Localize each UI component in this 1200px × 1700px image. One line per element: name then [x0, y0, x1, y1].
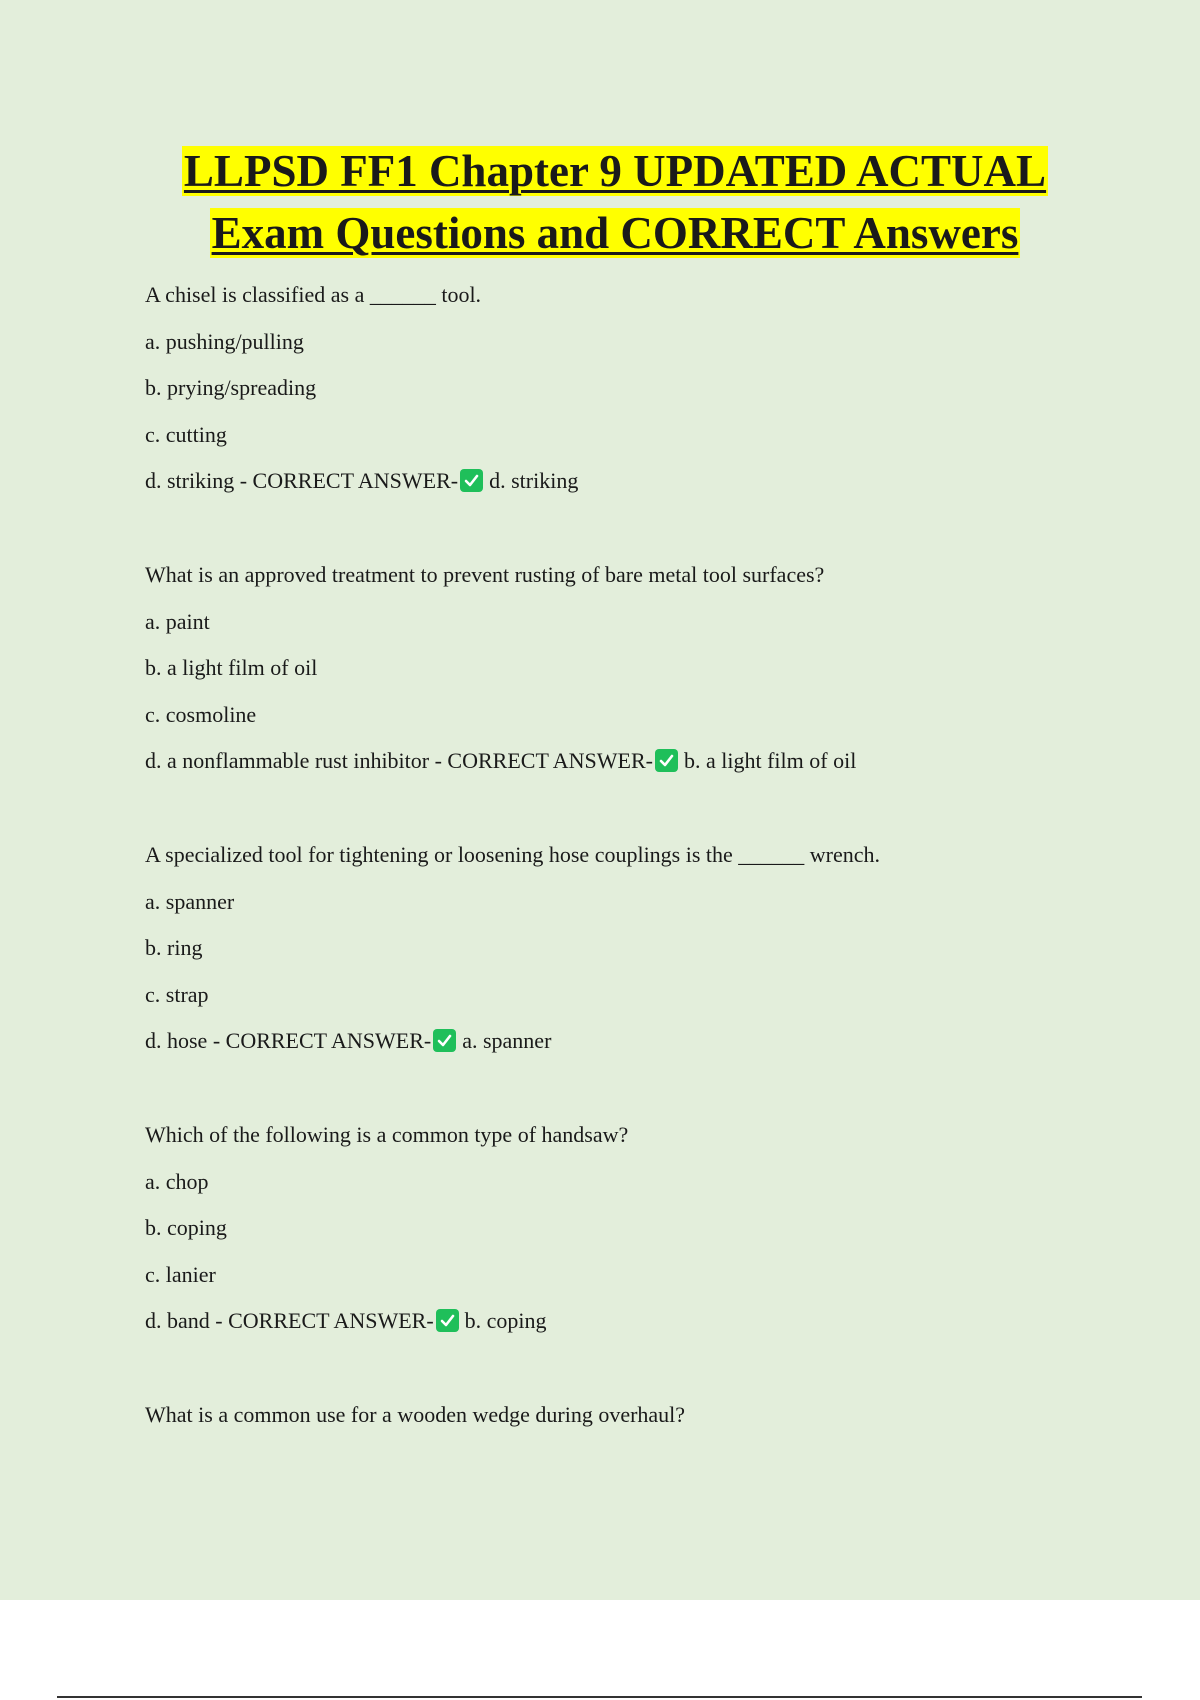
document-title — [60, 140, 1170, 264]
option-a: a. paint — [145, 608, 210, 634]
question-list — [145, 276, 1145, 1443]
correct-answer: b. coping — [464, 1308, 547, 1333]
question-item — [145, 836, 1145, 1116]
option-b: b. prying/spreading — [145, 375, 317, 400]
answer-line — [145, 1302, 1145, 1396]
question-prompt: What is a common use for a wooden wedge during overhaul? — [145, 1402, 686, 1427]
option-d: d. band - CORRECT ANSWER- — [145, 1308, 434, 1333]
answer-line — [145, 462, 1145, 556]
check-box-icon — [433, 1029, 456, 1052]
option-c: c. lanier — [145, 1261, 216, 1287]
title-line-2: Exam Questions and CORRECT Answers — [211, 208, 1019, 258]
title-line-1: LLPSD FF1 Chapter 9 UPDATED ACTUAL — [183, 146, 1047, 196]
correct-answer: a. spanner — [462, 1028, 552, 1053]
question-prompt: A chisel is classified as a ______ tool. — [145, 282, 482, 307]
check-box-icon — [436, 1309, 459, 1332]
option-b: b. coping — [145, 1215, 227, 1240]
check-box-icon — [460, 469, 483, 492]
correct-answer: b. a light film of oil — [684, 748, 857, 773]
correct-answer: d. striking — [489, 468, 579, 493]
question-prompt: Which of the following is a common type of handsaw? — [145, 1122, 629, 1147]
option-a: a. spanner — [145, 888, 235, 914]
option-b: b. a light film of oil — [145, 655, 318, 680]
option-d: d. hose - CORRECT ANSWER- — [145, 1028, 432, 1053]
option-a: a. pushing/pulling — [145, 328, 304, 354]
footer-divider — [57, 1696, 1142, 1698]
question-item — [145, 1396, 1145, 1443]
question-prompt: A specialized tool for tightening or loosening hose couplings is the ______ wrench. — [145, 842, 881, 867]
question-prompt: What is an approved treatment to prevent rusting of bare metal tool surfaces? — [145, 562, 825, 587]
option-c: c. cutting — [145, 421, 227, 447]
option-c: c. strap — [145, 981, 209, 1007]
option-a: a. chop — [145, 1168, 209, 1194]
question-item — [145, 556, 1145, 836]
answer-line — [145, 1022, 1145, 1116]
answer-line — [145, 742, 1145, 836]
check-box-icon — [655, 749, 678, 772]
option-b: b. ring — [145, 935, 203, 960]
question-item — [145, 276, 1145, 556]
question-item — [145, 1116, 1145, 1396]
option-d: d. striking - CORRECT ANSWER- — [145, 468, 459, 493]
option-d: d. a nonflammable rust inhibitor - CORRECT ANSWER- — [145, 748, 653, 773]
option-c: c. cosmoline — [145, 701, 257, 727]
